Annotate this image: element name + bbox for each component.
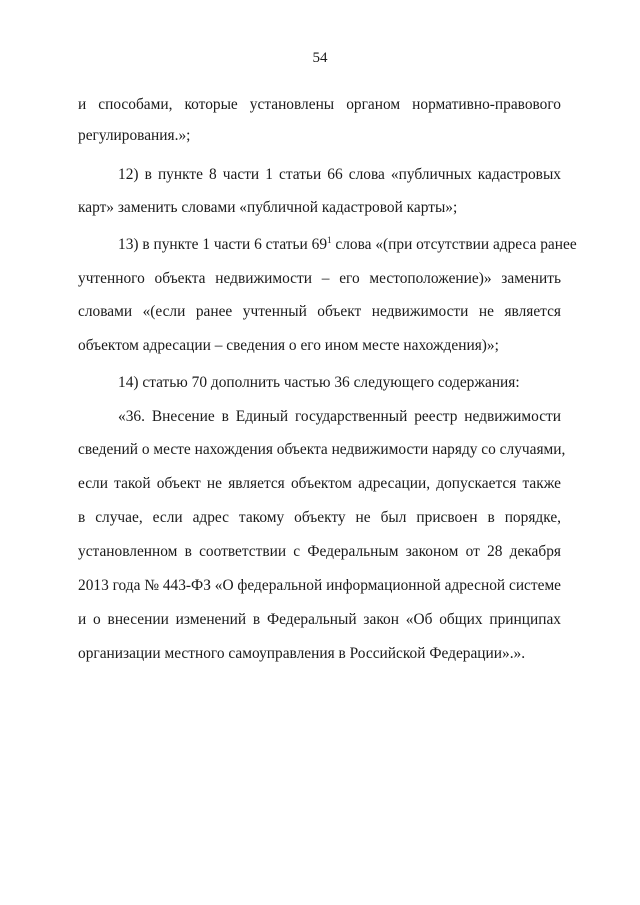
text-line: словами «(если ранее учтенный объект недвижимости не является (78, 303, 561, 320)
text-fragment: 13) в пункте 1 части 6 статьи 69 (118, 236, 328, 253)
text-line: установленном в соответствии с Федеральным законом от 28 декабря (78, 543, 561, 560)
text-line: учтенного объекта недвижимости – его местоположение)» заменить (78, 270, 561, 287)
text-line: и о внесении изменений в Федеральный закон «Об общих принципах (78, 611, 561, 628)
text-line: «36. Внесение в Единый государственный реестр недвижимости (118, 408, 561, 425)
text-line: карт» заменить словами «публичной кадастровой карты»; (78, 199, 458, 216)
text-fragment: слова «(при отсутствии адреса ранее (331, 236, 577, 253)
superscript: 1 (327, 235, 332, 245)
text-line (118, 235, 577, 254)
text-line: 14) статью 70 дополнить частью 36 следующего содержания: (118, 374, 520, 391)
text-line: и способами, которые установлены органом нормативно-правового (78, 96, 561, 113)
text-line: 12) в пункте 8 части 1 статьи 66 слова «публичных кадастровых (118, 166, 561, 183)
text-line: если такой объект не является объектом адресации, допускается также (78, 475, 561, 492)
text-line: в случае, если адрес такому объекту не был присвоен в порядке, (78, 509, 561, 526)
text-line: объектом адресации – сведения о его ином месте нахождения)»; (78, 337, 499, 354)
text-line: сведений о месте нахождения объекта недвижимости наряду со случаями, (78, 441, 566, 458)
text-line: 2013 года № 443-ФЗ «О федеральной информационной адресной системе (78, 577, 562, 594)
text-line: регулирования.»; (78, 127, 191, 144)
text-line: организации местного самоуправления в Российской Федерации».». (78, 645, 526, 662)
page-number: 54 (312, 50, 328, 66)
